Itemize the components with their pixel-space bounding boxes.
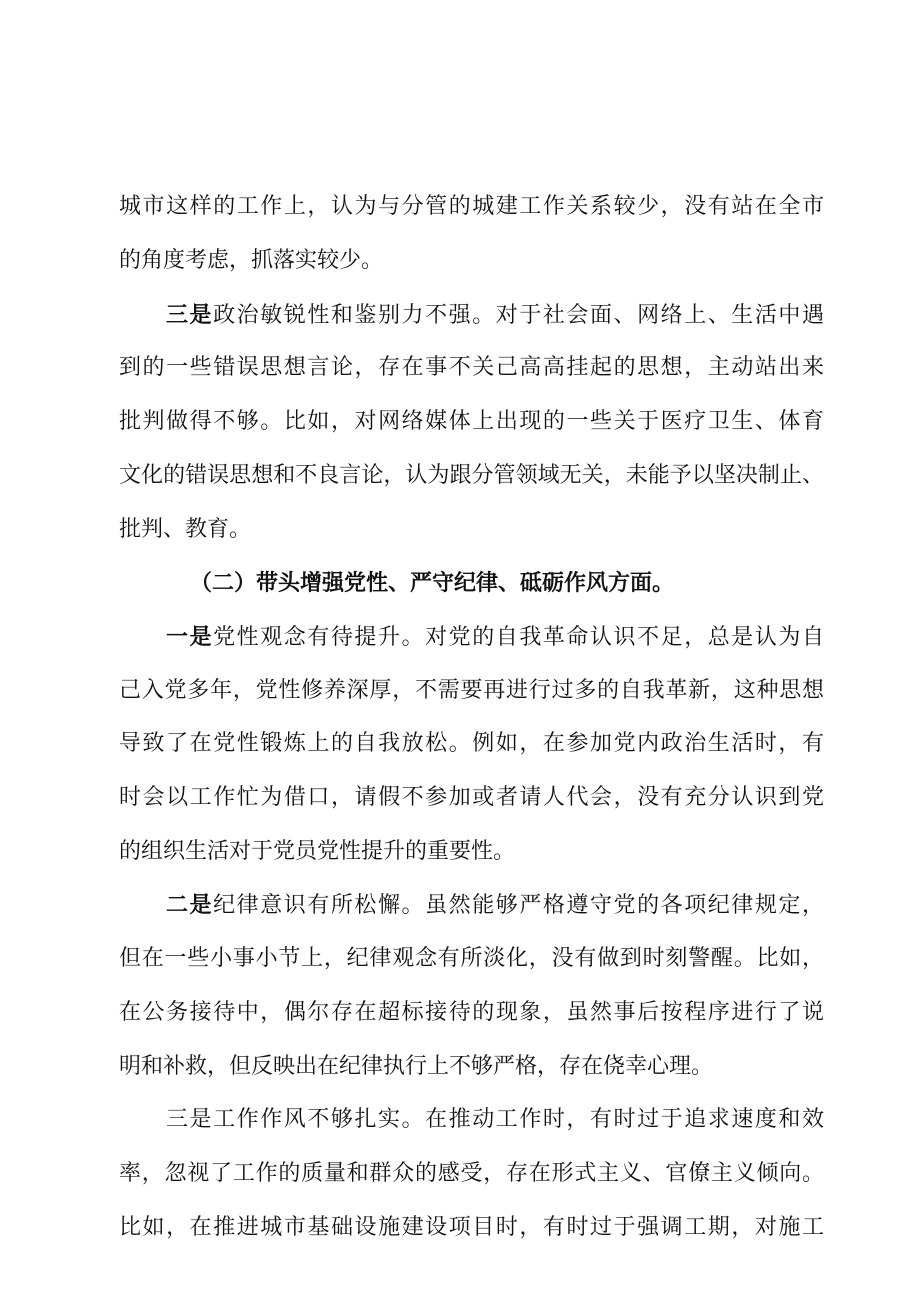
line-text: 到的一些错误思想言论，存在事不关己高高挂起的思想，主动站出来 (119, 355, 824, 380)
line-text: 率，忽视了工作的质量和群众的感受，存在形式主义、官僚主义倾向。 (119, 1161, 824, 1186)
line-text: 纪律意识有所松懈。虽然能够严格遵守党的各项纪律规定， (213, 893, 824, 918)
paragraph-lead: 三是 (166, 302, 214, 328)
paragraph-line (0, 837, 920, 867)
line-text: 批判、教育。 (119, 517, 252, 542)
line-text: 的组织生活对于党员党性提升的重要性。 (119, 839, 516, 864)
paragraph-line (0, 1213, 920, 1243)
line-text: 批判做得不够。比如，对网络媒体上出现的一些关于医疗卫生、体育 (119, 409, 824, 434)
paragraph-line (0, 246, 920, 276)
line-text: 但在一些小事小节上，纪律观念有所淡化，没有做到时刻警醒。比如， (119, 946, 824, 971)
line-text: 政治敏锐性和鉴别力不强。对于社会面、网络上、生活中遇 (213, 303, 824, 328)
paragraph-lead: 一是 (166, 624, 214, 650)
paragraph-first-line (0, 300, 920, 330)
paragraph-line (0, 353, 920, 383)
paragraph-line (0, 192, 920, 222)
line-text: 党性观念有待提升。对党的自我革命认识不足，总是认为自 (213, 625, 824, 650)
paragraph-first-line (0, 622, 920, 652)
heading-text: （二）带头增强党性、严守纪律、砥砺作风方面。 (190, 570, 675, 596)
line-text: 比如，在推进城市基础设施建设项目时，有时过于强调工期，对施工 (119, 1215, 824, 1240)
line-text: 明和补救，但反映出在纪律执行上不够严格，存在侥幸心理。 (119, 1054, 714, 1079)
paragraph-first-line (0, 890, 920, 920)
line-text: 在公务接待中，偶尔存在超标接待的现象，虽然事后按程序进行了说 (119, 1000, 824, 1025)
paragraph-line (0, 783, 920, 813)
section-heading (0, 568, 920, 598)
line-text: 文化的错误思想和不良言论，认为跟分管领域无关，未能予以坚决制止、 (119, 463, 824, 488)
paragraph-line (0, 1159, 920, 1189)
line-text: 己入党多年，党性修养深厚，不需要再进行过多的自我革新，这种思想 (119, 678, 824, 703)
paragraph-lead: 二是 (166, 892, 214, 918)
paragraph-line (0, 461, 920, 491)
line-text: 城市这样的工作上，认为与分管的城建工作关系较少，没有站在全市 (119, 194, 824, 219)
line-text: 导致了在党性锻炼上的自我放松。例如，在参加党内政治生活时，有 (119, 731, 824, 756)
line-text: 的角度考虑，抓落实较少。 (119, 248, 384, 273)
paragraph-first-line (0, 1105, 920, 1135)
paragraph-line (0, 998, 920, 1028)
paragraph-line (0, 407, 920, 437)
line-text: 时会以工作忙为借口，请假不参加或者请人代会，没有充分认识到党 (119, 785, 824, 810)
paragraph-line (0, 515, 920, 545)
paragraph-line (0, 1052, 920, 1082)
paragraph-line (0, 729, 920, 759)
line-text: 三是工作作风不够扎实。在推动工作时，有时过于追求速度和效 (166, 1107, 824, 1132)
paragraph-line (0, 944, 920, 974)
paragraph-line (0, 676, 920, 706)
